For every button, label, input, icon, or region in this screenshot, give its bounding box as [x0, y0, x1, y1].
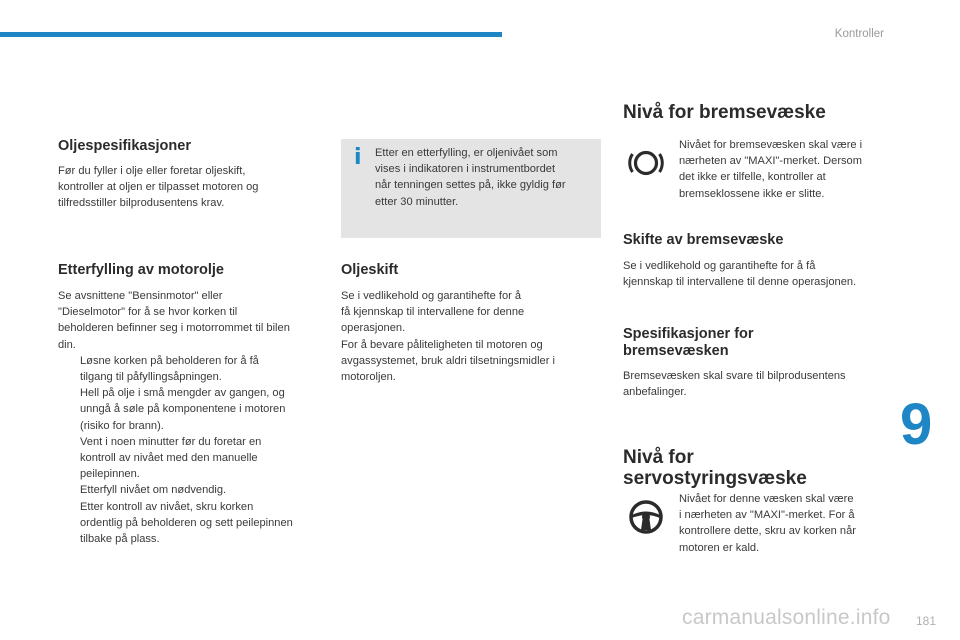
brake-level-line: bremseklossene ikke er slitte.: [679, 187, 825, 200]
oil-spec-line: kontroller at oljen er tilpasset motoren og: [58, 181, 259, 194]
brake-spec-line: anbefalinger.: [623, 386, 687, 399]
list-item-line: Etter kontroll av nivået, skru korken: [80, 500, 254, 513]
brake-warning-icon: [624, 141, 668, 185]
list-item: [58, 434, 328, 483]
steering-level-line: i nærheten av "MAXI"-merket. For å: [679, 509, 855, 522]
steering-level-section: [623, 447, 903, 490]
list-item-line: Hell på olje i små mengder av gangen, og: [80, 387, 285, 400]
oil-change-line: Se i vedlikehold og garantihefte for å: [341, 290, 522, 302]
list-item-line: tilbake på plass.: [80, 533, 160, 546]
steering-level-text: [679, 491, 893, 556]
oil-change-line: få kjennskap til intervallene for denne: [341, 306, 525, 319]
steering-level-line: kontrollere dette, skru av korken når: [679, 525, 856, 538]
brake-spec-section: [623, 326, 903, 400]
list-item: [58, 482, 328, 498]
top-up-title: Etterfylling av motorolje: [58, 262, 224, 278]
steering-level-title-line: servostyringsvæske: [623, 468, 807, 490]
oil-change-line: For å bevare påliteligheten til motoren og: [341, 338, 543, 351]
top-up-intro-line: Se avsnittene "Bensinmotor" eller: [58, 290, 223, 302]
oil-change-line: motoroljen.: [341, 371, 396, 384]
list-item-line: Vent i noen minutter før du foretar en: [80, 435, 262, 448]
brake-level-title: Nivå for bremsevæske: [623, 102, 826, 123]
oil-change-title: Oljeskift: [341, 262, 399, 278]
info-line: vises i indikatoren i instrumentbordet: [375, 163, 556, 176]
steering-wheel-icon: [624, 495, 668, 539]
top-up-steps-list: [58, 353, 328, 547]
top-up-intro-line: din.: [58, 338, 76, 351]
top-up-intro-line: beholderen befinner seg i motorrommet til bilen: [58, 322, 290, 335]
list-item: [58, 353, 328, 385]
list-item-line: Løsne korken på beholderen for å få: [80, 354, 259, 367]
info-line: Etter en etterfylling, er oljenivået som: [375, 147, 558, 159]
oil-change-line: avgassystemet, bruk aldri tilsetningsmidler i: [341, 354, 555, 367]
brake-change-section: [623, 232, 903, 290]
brake-change-line: Se i vedlikehold og garantihefte for å få: [623, 260, 816, 272]
brake-level-line: Nivået for bremsevæsken skal være i: [679, 139, 863, 151]
oil-spec-title: Oljespesifikasjoner: [58, 138, 191, 154]
top-up-intro-line: "Dieselmotor" for å se hvor korken til: [58, 306, 238, 319]
list-item-line: ordentlig på beholderen og sett peilepinnen: [80, 516, 293, 529]
oil-spec-section: [58, 138, 328, 212]
info-box: [341, 139, 601, 238]
page-number: 181: [916, 614, 937, 628]
section-name: Kontroller: [834, 28, 884, 40]
oil-spec-line: Før du fyller i olje eller foretar oljeskift,: [58, 165, 246, 177]
brake-change-title: Skifte av bremsevæske: [623, 232, 784, 248]
steering-level-line: Nivået for denne væsken skal være: [679, 493, 854, 505]
steering-level-line: motoren er kald.: [679, 541, 760, 554]
top-up-section: [58, 262, 328, 547]
info-icon: i: [354, 145, 362, 170]
chapter-number: 9: [900, 392, 933, 457]
brake-spec-title-line: bremsevæsken: [623, 343, 729, 359]
list-item-line: tilgang til påfyllingsåpningen.: [80, 371, 222, 384]
list-item-line: Etterfyll nivået om nødvendig.: [80, 484, 227, 497]
list-item: [58, 499, 328, 548]
brake-level-section: [623, 102, 893, 123]
header-accent-bar: [0, 32, 502, 37]
info-line: etter 30 minutter.: [375, 195, 459, 208]
brake-spec-title-line: Spesifikasjoner for: [623, 326, 754, 342]
list-item: [58, 385, 328, 434]
steering-level-title-line: Nivå for: [623, 447, 694, 468]
brake-level-line: nærheten av "MAXI"-merket. Dersom: [679, 155, 862, 168]
oil-change-section: [341, 262, 603, 385]
brake-spec-line: Bremsevæsken skal svare til bilprodusentens: [623, 370, 846, 382]
brake-change-line: kjennskap til intervallene til denne operasjonen.: [623, 276, 857, 289]
brake-level-text: [679, 137, 893, 202]
list-item-line: kontroll av nivået med den manuelle: [80, 452, 258, 465]
list-item-line: peilepinnen.: [80, 468, 140, 481]
oil-spec-line: tilfredsstiller bilprodusentens krav.: [58, 197, 225, 210]
info-line: når tenningen settes på, ikke gyldig før: [375, 179, 566, 192]
info-text: [375, 145, 595, 210]
oil-change-line: operasjonen.: [341, 322, 406, 335]
list-item-line: unngå å søle på komponentene i motoren: [80, 403, 286, 416]
brake-level-line: det ikke er tilfelle, kontroller at: [679, 171, 826, 184]
list-item-line: (risiko for brann).: [80, 419, 164, 432]
watermark: carmanualsonline.info: [682, 606, 891, 629]
